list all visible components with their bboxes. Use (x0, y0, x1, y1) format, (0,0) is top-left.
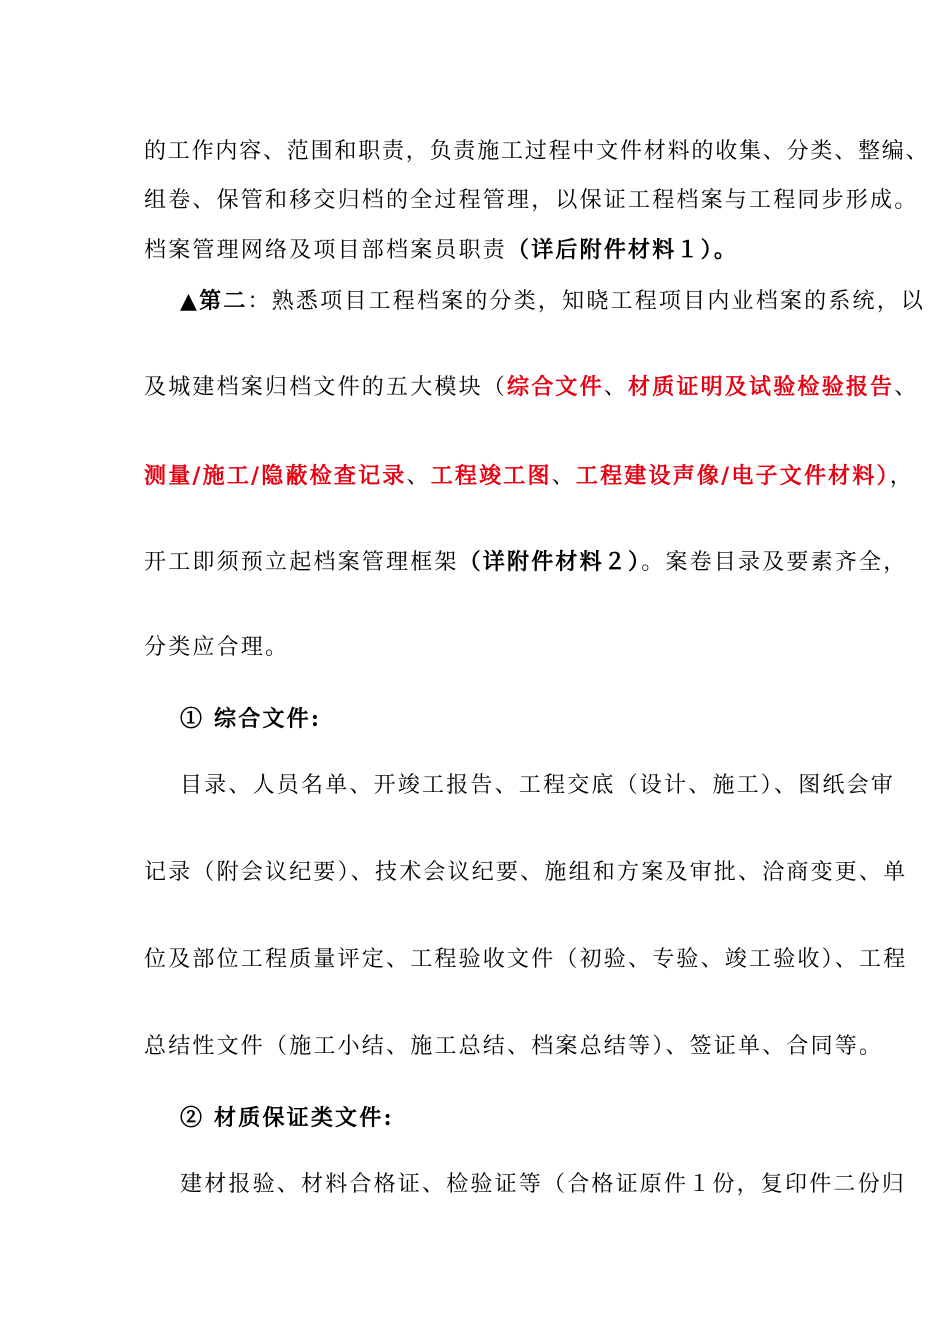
module-inspection-records: 测量/施工/隐蔽检查记录 (144, 463, 407, 489)
second-line-2-text: 及城建档案归档文件的五大模块（ (144, 375, 508, 400)
sep-2: 、 (894, 375, 919, 400)
module-comprehensive: 综合文件 (507, 374, 604, 400)
section-2-heading: ② 材质保证类文件: (180, 1105, 394, 1131)
intro-line-2: 组卷、保管和移交归档的全过程管理，以保证工程档案与工程同步形成。 (144, 188, 919, 213)
second-line-5: 分类应合理。 (144, 635, 290, 660)
second-line-1 (180, 286, 925, 317)
sep-4: 、 (551, 464, 576, 489)
module-completion-drawings: 工程竣工图 (430, 463, 552, 489)
second-line-4-text: 开工即须预立起档案管理框架 (144, 550, 459, 575)
second-line-2 (144, 372, 918, 403)
sep-1: 、 (603, 375, 629, 400)
section-2-line-1: 建材报验、材料合格证、检验证等（合格证原件１份，复印件二份归 (180, 1172, 907, 1197)
section-1-line-4: 总结性文件（施工小结、施工总结、档案总结等）、签证单、合同等。 (144, 1034, 884, 1059)
second-line-4 (144, 547, 907, 578)
intro-attachment-ref: （详后附件材料１）。 (507, 237, 739, 263)
section-1-line-1: 目录、人员名单、开竣工报告、工程交底（设计、施工）、图纸会审 (180, 773, 896, 798)
intro-line-3-text: 档案管理网络及项目部档案员职责 (144, 238, 508, 263)
second-line-3 (144, 461, 914, 492)
section-1-line-2: 记录（附会议纪要）、技术会议纪要、施组和方案及审批、洽商变更、单 (144, 860, 908, 885)
intro-line-1: 的工作内容、范围和职责，负责施工过程中文件材料的收集、分类、整编、 (144, 139, 930, 164)
sep-3: 、 (406, 464, 431, 489)
module-material-reports: 材质证明及试验检验报告 (628, 374, 895, 400)
attachment-2-ref: （详附件材料２） (458, 549, 642, 575)
second-line-4-end: 。案卷目录及要素齐全， (641, 550, 908, 575)
intro-line-3 (144, 235, 738, 266)
module-audiovisual-files: 工程建设声像/电子文件材料） (575, 463, 890, 489)
second-line-3-end: ， (889, 464, 914, 489)
second-marker: ▲第二 (180, 288, 248, 314)
section-1-heading: ① 综合文件: (180, 706, 322, 732)
section-1-line-3: 位及部位工程质量评定、工程验收文件（初验、专验、竣工验收）、工程 (144, 947, 908, 972)
second-line-1-rest: ：熟悉项目工程档案的分类，知晓工程项目内业档案的系统，以 (247, 289, 926, 314)
